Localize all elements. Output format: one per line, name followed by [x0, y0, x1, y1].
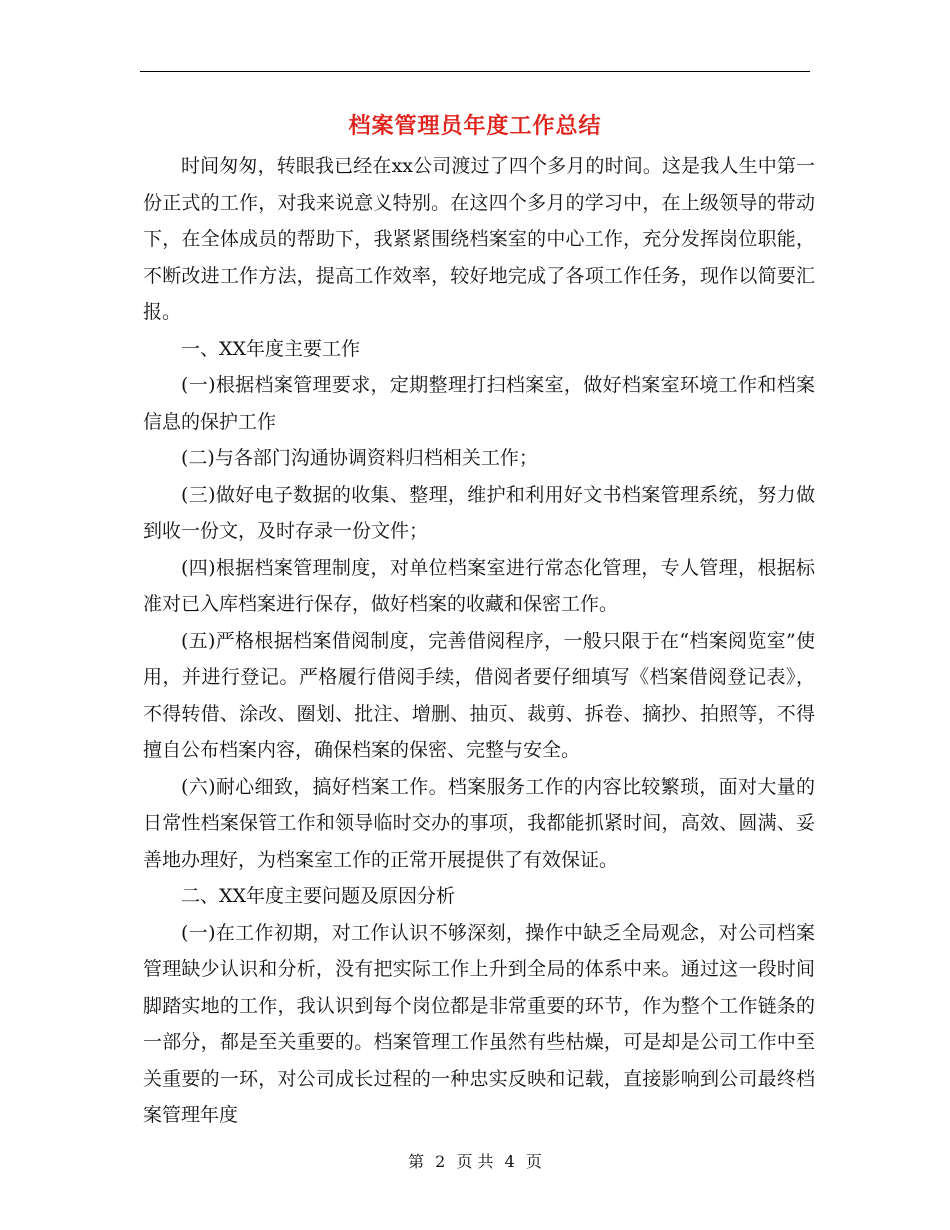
- paragraph: (六)耐心细致，搞好档案工作。档案服务工作的内容比较繁琐，面对大量的日常性档案保管工作和领导临时交办的事项，我都能抓紧时间，高效、圆满、妥善地办理好，为档案室工作的正常开展提供了有效保证。: [143, 775, 815, 871]
- header-rule: [140, 71, 810, 72]
- paragraph: (四)根据档案管理制度，对单位档案室进行常态化管理，专人管理，根据标准对已入库档案进行保存，做好档案的收藏和保密工作。: [143, 556, 815, 615]
- footer-prefix: 第: [408, 1152, 425, 1171]
- paragraph: 时间匆匆，转眼我已经在xx公司渡过了四个多月的时间。这是我人生中第一份正式的工作，对我来说意义特别。在这四个多月的学习中，在上级领导的带动下，在全体成员的帮助下，我紧紧围绕档案室的中心工作，充分发挥岗位职能，不断改进工作方法，提高工作效率，较好地完成了各项工作任务，现作以简要汇报。: [143, 155, 815, 323]
- footer-mid: 页 共: [456, 1152, 494, 1171]
- document-title: 档案管理员年度工作总结: [348, 113, 602, 139]
- paragraph: (一)根据档案管理要求，定期整理打扫档案室，做好档案室环境工作和档案信息的保护工作: [143, 374, 815, 433]
- section-heading: 二、XX年度主要问题及原因分析: [181, 885, 456, 907]
- section-heading: 一、XX年度主要工作: [181, 337, 361, 360]
- footer-page-number: 2: [435, 1152, 446, 1171]
- footer-total-pages: 4: [504, 1152, 515, 1171]
- paragraph: (一)在工作初期，对工作认识不够深刻，操作中缺乏全局观念，对公司档案管理缺少认识和分析，没有把实际工作上升到全局的体系中来。通过这一段时间脚踏实地的工作，我认识到每个岗位都是非常重要的环节，作为整个工作链条的一部分，都是至关重要的。档案管理工作虽然有些枯燥，可是却是公司工作中至关重要的一环，对公司成长过程的一种忠实反映和记载，直接影响到公司最终档案管理年度: [143, 921, 815, 1126]
- paragraph: (三)做好电子数据的收集、整理，维护和利用好文书档案管理系统，努力做到收一份文，及时存录一份文件；: [143, 483, 815, 542]
- document-body: [143, 148, 815, 1134]
- footer-suffix: 页: [525, 1152, 542, 1171]
- paragraph: (二)与各部门沟通协调资料归档相关工作；: [181, 447, 538, 469]
- paragraph: (五)严格根据档案借阅制度，完善借阅程序，一般只限于在“档案阅览室”使用，并进行登记。严格履行借阅手续，借阅者要仔细填写《档案借阅登记表》，不得转借、涂改、圈划、批注、增删、抽页、裁剪、拆卷、摘抄、拍照等，不得擅自公布档案内容，确保档案的保密、完整与安全。: [143, 629, 815, 761]
- page-footer: [0, 1150, 950, 1174]
